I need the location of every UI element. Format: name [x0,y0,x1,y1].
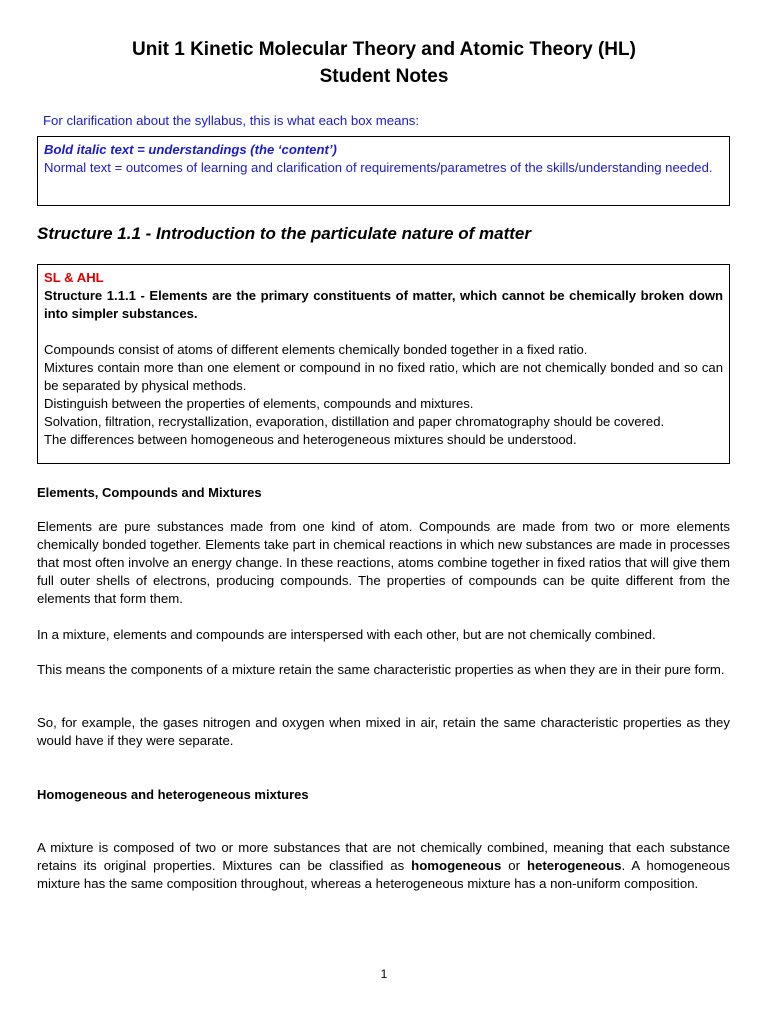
clarification-box [37,136,730,206]
syllabus-level-label: SL & AHL [44,270,104,285]
syllabus-box [37,264,730,464]
paragraph: Elements are pure substances made from one kind of atom. Compounds are made from two or more elements chemically bonded together. Elements take part in chemical reactions in which new substances are made in processes that most often involve an energy change. In these reactions, atoms combine together in fixed ratios that will give them full outer shells of electrons, producing compounds. The properties of compounds can be quite different from the elements that form them. [37,519,730,606]
term-heterogeneous: heterogeneous [526,858,622,873]
paragraph: This means the components of a mixture retain the same characteristic properties as when they are in their pure form. [37,662,725,677]
section-heading-elements: Elements, Compounds and Mixtures [37,485,262,500]
text-run: A mixture is composed of two or more substances that are not chemically combined, meaning that each substance retains its original properties. Mixtures can be classified as [37,840,730,873]
structure-heading: Structure 1.1 - Introduction to the particulate nature of matter [37,224,531,243]
paragraph-mixtures [37,839,730,893]
term-homogeneous: homogeneous [411,858,502,873]
syllabus-outcome: The differences between homogeneous and heterogeneous mixtures should be understood. [44,432,577,447]
syllabus-understanding: Structure 1.1.1 - Elements are the primary constituents of matter, which cannot be chemically broken down into simpler substances. [44,288,723,321]
paragraph: So, for example, the gases nitrogen and oxygen when mixed in air, retain the same characteristic properties as they would have if they were separate. [37,715,730,748]
syllabus-outcome: Compounds consist of atoms of different elements chemically bonded together in a fixed ratio. [44,342,588,357]
syllabus-outcome: Distinguish between the properties of elements, compounds and mixtures. [44,396,474,411]
document-title-line1: Unit 1 Kinetic Molecular Theory and Atomic Theory (HL) [132,39,636,60]
clarification-intro: For clarification about the syllabus, this is what each box means: [43,113,420,128]
text-run: or [501,858,527,873]
syllabus-outcome: Mixtures contain more than one element or compound in no fixed ratio, which are not chemically bonded and so can be separated by physical methods. [44,360,723,393]
page-number: 1 [380,967,388,981]
clarification-line-outcomes: Normal text = outcomes of learning and clarification of requirements/parametres of the skills/understanding needed. [44,160,713,175]
section-heading-mixtures: Homogeneous and heterogeneous mixtures [37,787,309,802]
text-run: . A homogeneous mixture has the same composition throughout, whereas a heterogeneous mixture has a non-uniform composition. [37,858,730,891]
document-title-line2: Student Notes [319,66,449,87]
syllabus-outcome: Solvation, filtration, recrystallization, evaporation, distillation and paper chromatography should be covered. [44,414,665,429]
paragraph: In a mixture, elements and compounds are interspersed with each other, but are not chemically combined. [37,627,656,642]
clarification-line-understandings: Bold italic text = understandings (the ‘content’) [44,142,337,157]
